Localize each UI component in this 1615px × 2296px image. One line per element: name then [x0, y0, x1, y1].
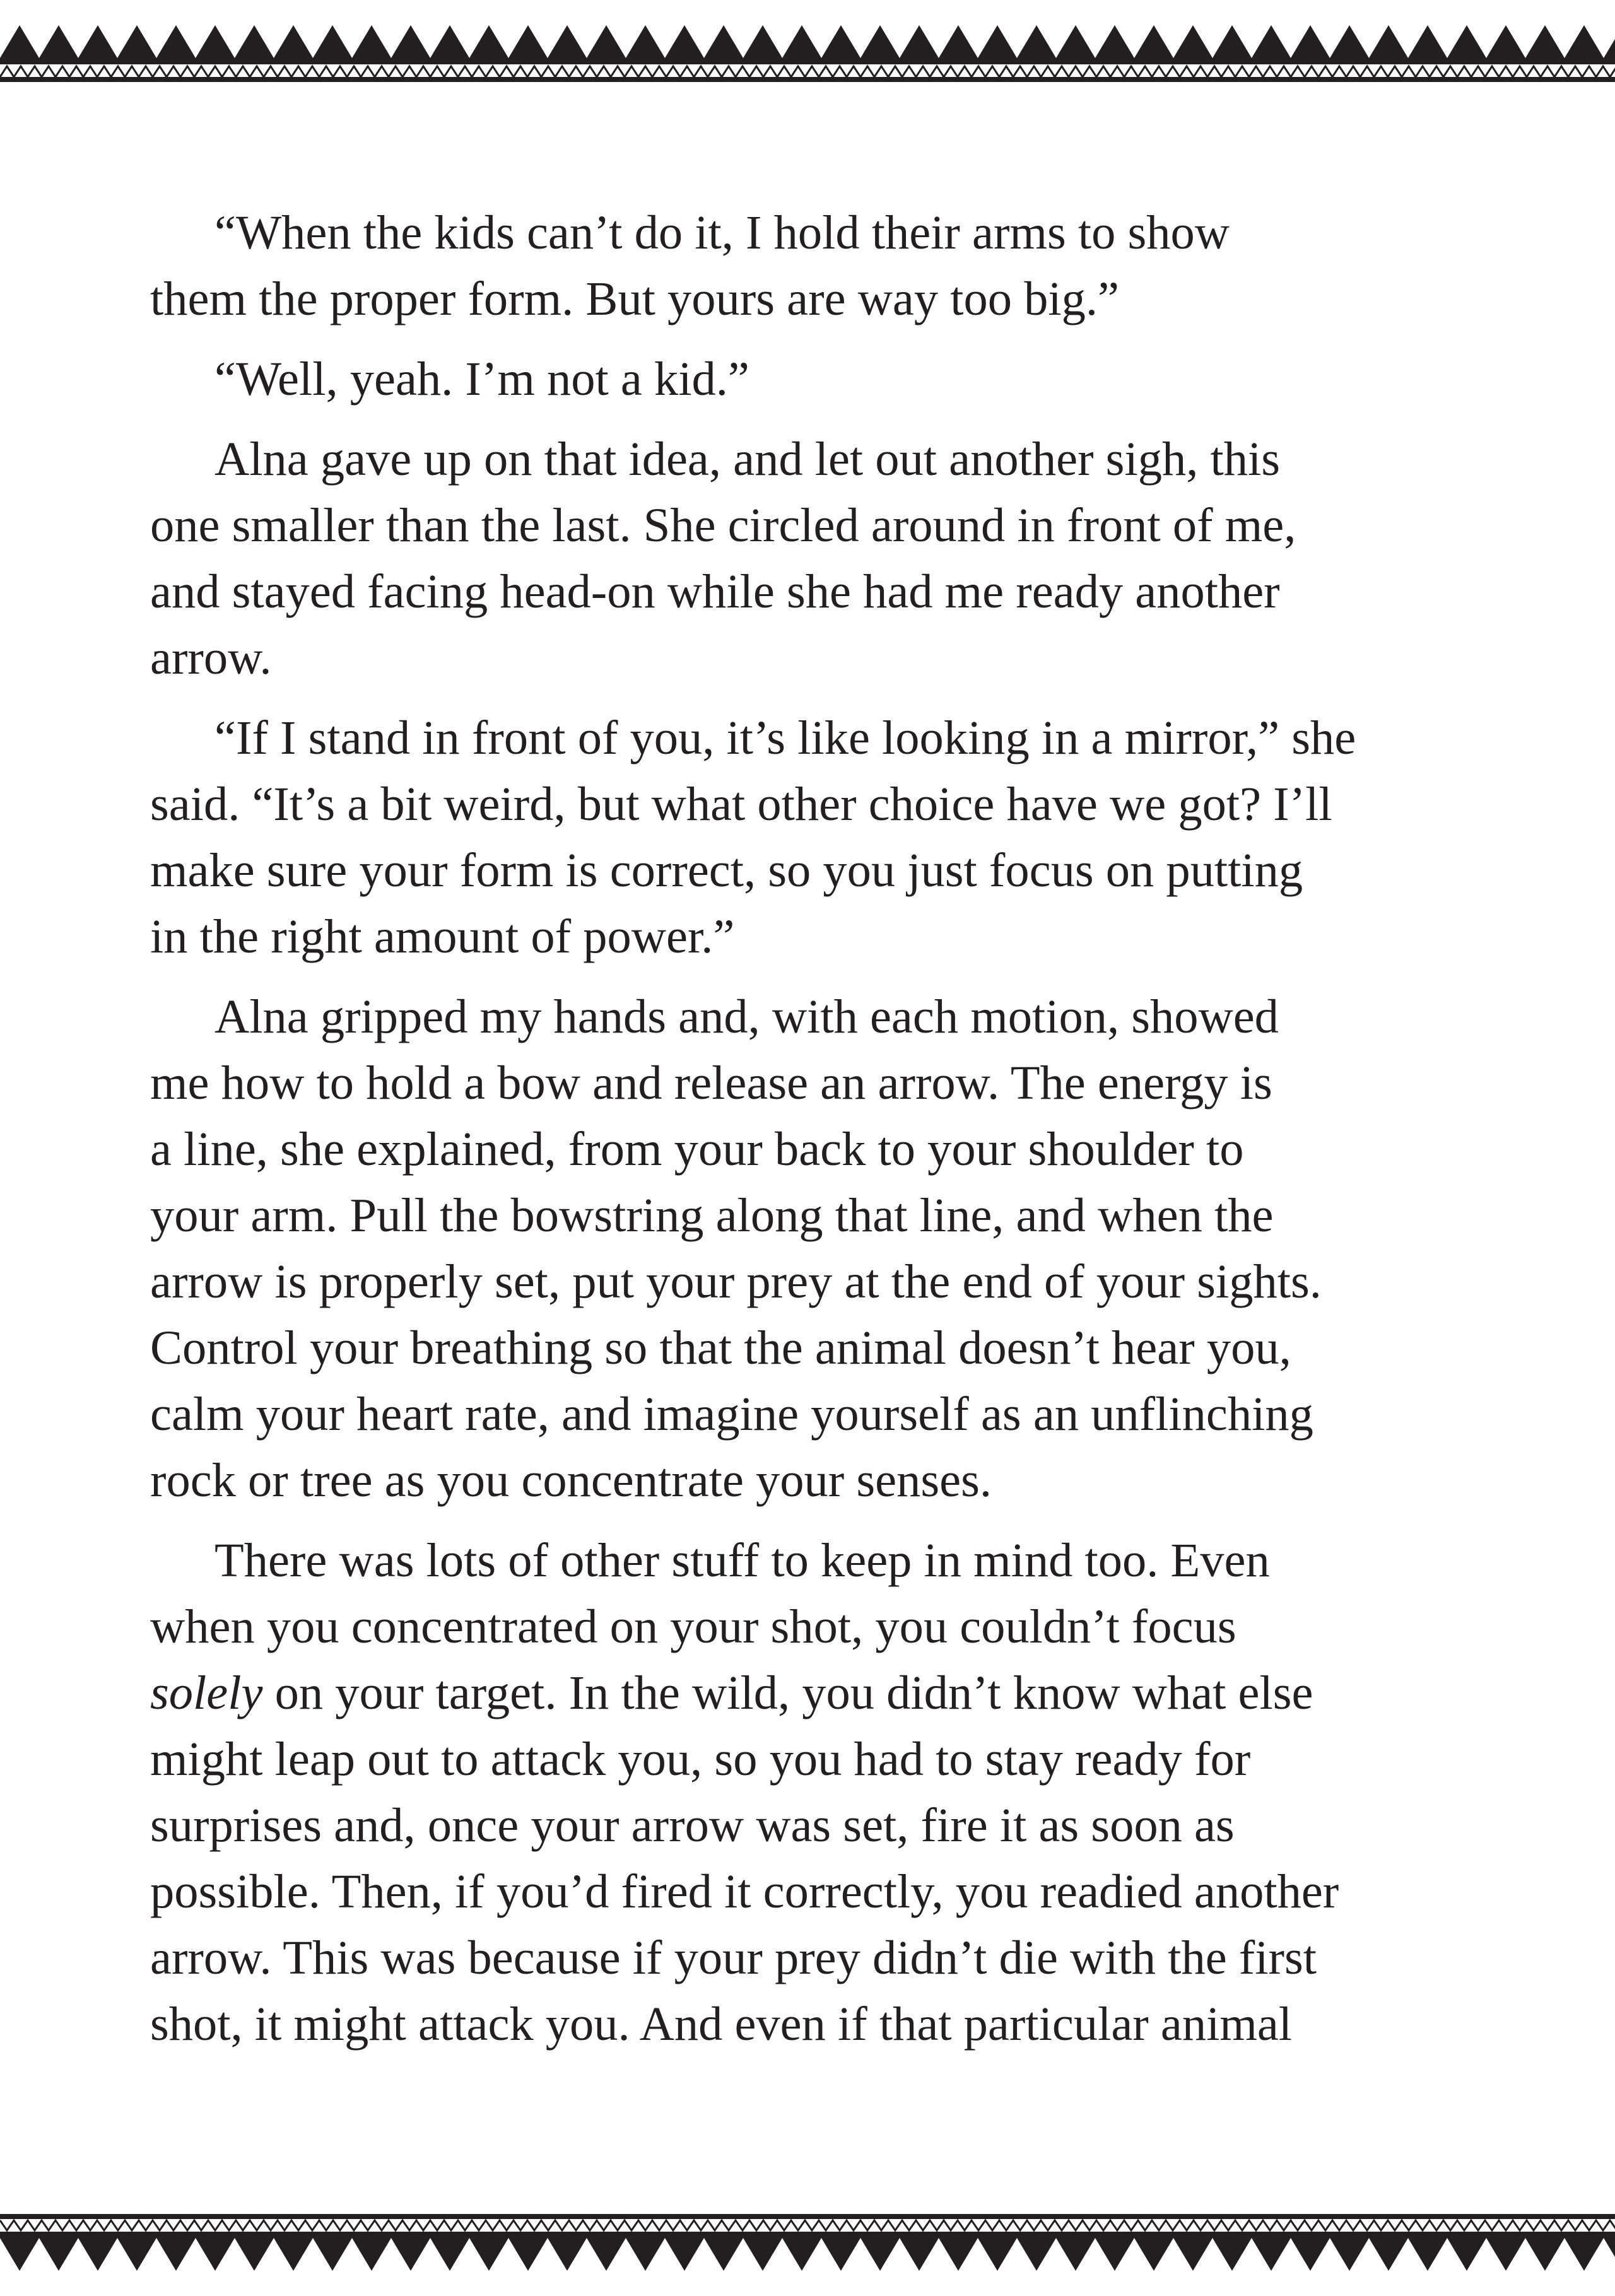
- top-decorative-border: [0, 0, 1615, 88]
- text-line: “When the kids can’t do it, I hold their arms to show: [214, 206, 1230, 259]
- paragraph-2: [150, 346, 1481, 412]
- text-line-rest: on your target. In the wild, you didn’t know what else: [262, 1666, 1313, 1719]
- paragraph-5: [150, 983, 1481, 1513]
- text-line: when you concentrated on your shot, you couldn’t focus: [150, 1600, 1236, 1653]
- text-line: possible. Then, if you’d fired it correctly, you readied another: [150, 1865, 1339, 1918]
- text-line: one smaller than the last. She circled around in front of me,: [150, 498, 1296, 552]
- text-line: in the right amount of power.”: [150, 910, 735, 963]
- text-line: might leap out to attack you, so you had to stay ready for: [150, 1732, 1251, 1786]
- paragraph-3: [150, 426, 1481, 691]
- text-line: rock or tree as you concentrate your senses.: [150, 1453, 992, 1507]
- text-line: arrow.: [150, 631, 272, 684]
- text-line: make sure your form is correct, so you just focus on putting: [150, 843, 1303, 897]
- paragraph-6: [150, 1527, 1481, 2057]
- text-line: Control your breathing so that the animal doesn’t hear you,: [150, 1321, 1291, 1374]
- text-line-with-emphasis: [150, 1660, 1481, 1726]
- emphasized-word: solely: [150, 1666, 263, 1719]
- text-line: There was lots of other stuff to keep in mind too. Even: [214, 1533, 1270, 1587]
- text-line: arrow. This was because if your prey didn’t die with the first: [150, 1931, 1317, 1984]
- text-line: “Well, yeah. I’m not a kid.”: [214, 352, 749, 406]
- text-line: calm your heart rate, and imagine yourself as an unflinching: [150, 1387, 1313, 1441]
- paragraph-4: [150, 705, 1481, 969]
- text-line: Alna gave up on that idea, and let out another sigh, this: [214, 432, 1280, 486]
- text-line: and stayed facing head-on while she had me ready another: [150, 565, 1280, 618]
- text-line: a line, she explained, from your back to your shoulder to: [150, 1122, 1244, 1176]
- text-line: said. “It’s a bit weird, but what other choice have we got? I’ll: [150, 777, 1332, 831]
- text-line: me how to hold a bow and release an arrow. The energy is: [150, 1056, 1272, 1110]
- paragraph-1: [150, 199, 1481, 332]
- zigzag-border-top-icon: [0, 0, 1615, 88]
- text-line: shot, it might attack you. And even if that particular animal: [150, 1997, 1293, 2051]
- text-line: arrow is properly set, put your prey at the end of your sights.: [150, 1255, 1322, 1308]
- text-line: them the proper form. But yours are way too big.”: [150, 272, 1119, 325]
- text-line: your arm. Pull the bowstring along that line, and when the: [150, 1188, 1274, 1242]
- text-line: Alna gripped my hands and, with each motion, showed: [214, 990, 1279, 1043]
- page-body: [150, 199, 1481, 2071]
- text-line: surprises and, once your arrow was set, fire it as soon as: [150, 1798, 1235, 1852]
- text-line: “If I stand in front of you, it’s like looking in a mirror,” she: [214, 711, 1356, 764]
- zigzag-border-bottom-icon: [0, 2208, 1615, 2296]
- bottom-decorative-border: [0, 2208, 1615, 2296]
